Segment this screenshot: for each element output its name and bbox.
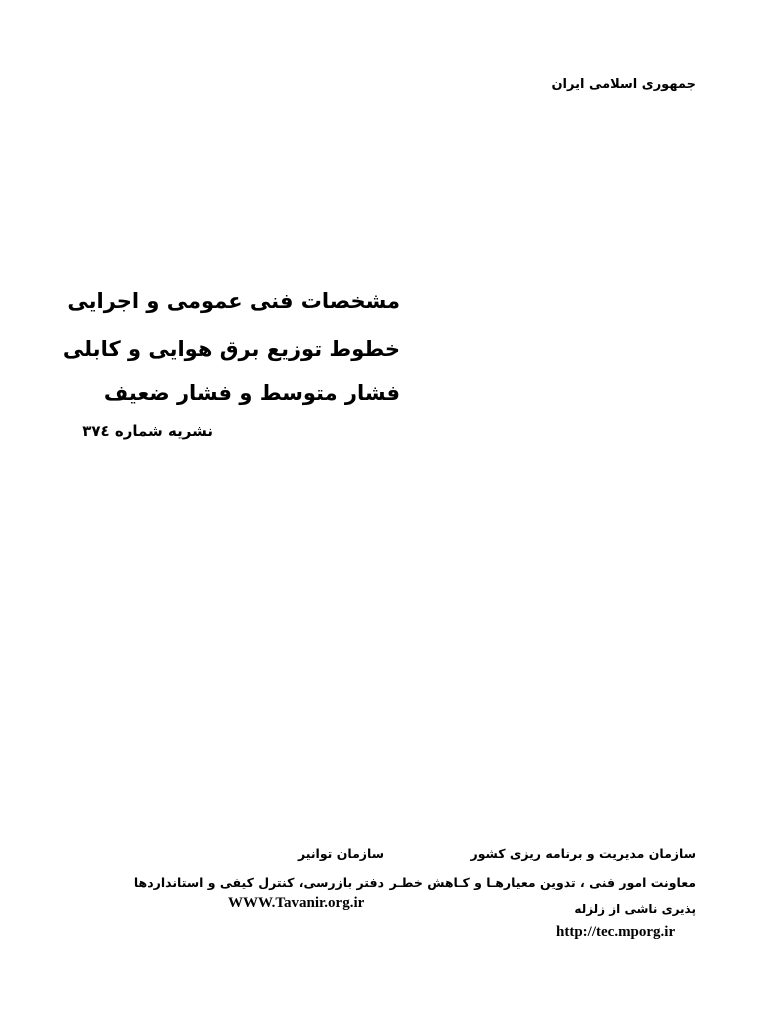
country-name: جمهوری اسلامی ایران bbox=[551, 77, 696, 92]
mpo-website-link[interactable]: http://tec.mporg.ir bbox=[556, 924, 676, 940]
publication-number: نشریه شماره ٣٧٤ bbox=[82, 422, 213, 440]
document-title-line-2: خطوط توزیع برق هوایی و کابلی bbox=[62, 337, 400, 361]
tavanir-organization-name: سازمان توانیر bbox=[297, 846, 384, 861]
mpo-deputy-office-continued: پذیری ناشی از زلزله bbox=[574, 902, 696, 916]
tavanir-website-link[interactable]: WWW.Tavanir.org.ir bbox=[228, 895, 365, 911]
mpo-deputy-office: معاونت امور فنی ، تدوین معیارهـا و کـاهش خطـر bbox=[389, 875, 696, 890]
mpo-organization-name: سازمان مدیریت و برنامه ریزی کشور bbox=[470, 846, 696, 861]
document-title-line-1: مشخصات فنی عمومی و اجرایی bbox=[67, 289, 400, 313]
document-title-line-3: فشار متوسط و فشار ضعیف bbox=[103, 381, 400, 405]
tavanir-office-name: دفتر بازرسی، کنترل کیفی و استانداردها bbox=[133, 875, 384, 890]
